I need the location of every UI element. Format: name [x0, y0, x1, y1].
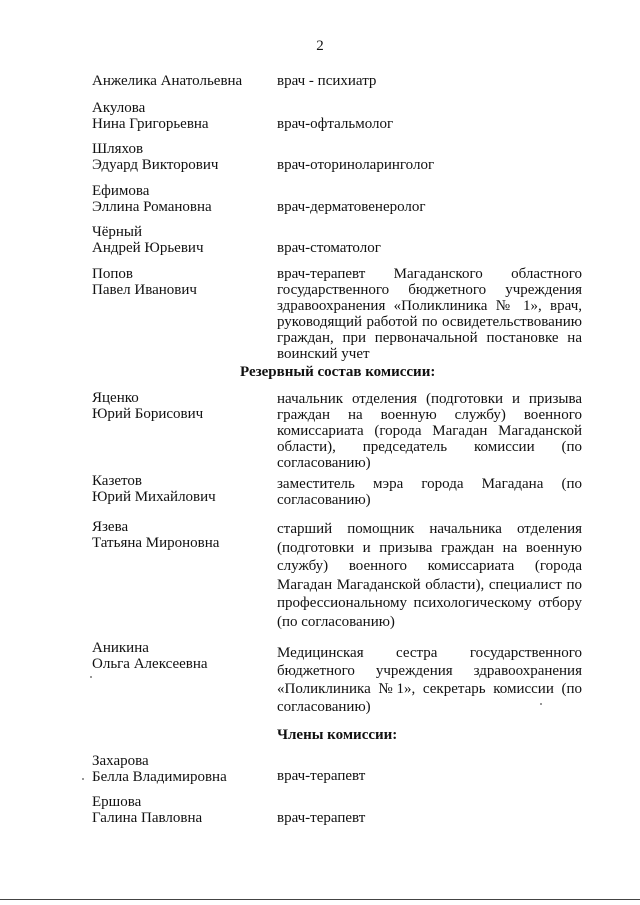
scan-speck	[82, 778, 84, 780]
given-name: Андрей Юрьевич	[92, 240, 204, 256]
given-name: Галина Павловна	[92, 810, 203, 826]
surname: Яценко	[92, 390, 139, 406]
given-name: Татьяна Мироновна	[92, 535, 220, 551]
member-role-2: врач-терапевт	[277, 810, 366, 826]
given-name: Юрий Борисович	[92, 406, 204, 422]
reserve-name-1	[92, 390, 267, 422]
reserve-name-4	[92, 640, 267, 672]
given-name: Ольга Алексеевна	[92, 656, 208, 672]
given-name: Нина Григорьевна	[92, 116, 209, 132]
member-name-1	[92, 753, 267, 785]
surname: Ершова	[92, 794, 142, 810]
entry-name-1	[92, 73, 267, 89]
entry-name-2	[92, 100, 267, 132]
surname: Казетов	[92, 473, 142, 489]
given-name: Юрий Михайлович	[92, 489, 216, 505]
entry-role-6: врач-терапевт Магаданского областного государственного бюджетного учреждения здравоохранения «Поликлиника № 1», врач, руководящий работой по освидетельствованию граждан, при первоначальной постановке на воинский учет	[277, 266, 582, 362]
member-name-2	[92, 794, 267, 826]
entry-role-1: врач - психиатр	[277, 73, 377, 89]
given-name: Белла Владимировна	[92, 769, 227, 785]
given-name: Анжелика Анатольевна	[92, 73, 243, 89]
members-heading: Члены комиссии:	[277, 727, 398, 743]
member-role-1: врач-терапевт	[277, 768, 366, 784]
surname: Шляхов	[92, 141, 144, 157]
reserve-role-1: начальник отделения (подготовки и призыва граждан на военную службу) военного комиссариата (города Магадан Магаданской области), председатель комиссии (по согласованию)	[277, 391, 582, 471]
entry-role-4: врач-дерматовенеролог	[277, 199, 426, 215]
surname: Аникина	[92, 640, 149, 656]
reserve-role-2: заместитель мэра города Магадана (по согласованию)	[277, 476, 582, 508]
reserve-role-4: Медицинская сестра государственного бюджетного учреждения здравоохранения «Поликлиника №1», секретарь комиссии (по согласованию)	[277, 645, 582, 715]
given-name: Эдуард Викторович	[92, 157, 219, 173]
reserve-heading: Резервный состав комиссии:	[240, 364, 436, 380]
entry-name-6	[92, 266, 267, 298]
surname: Ефимова	[92, 183, 150, 199]
reserve-role-3: старший помощник начальника отделения (подготовки и призыва граждан на военную службу) военного комиссариата (города Магадан Магаданской области), специалист по профессиональному психологическому отбору (по согласованию)	[277, 521, 582, 630]
surname: Попов	[92, 266, 133, 282]
given-name: Эллина Романовна	[92, 199, 212, 215]
surname: Язева	[92, 519, 129, 535]
page-number: 2	[316, 38, 324, 54]
entry-role-2: врач-офтальмолог	[277, 116, 394, 132]
entry-role-5: врач-стоматолог	[277, 240, 381, 256]
entry-name-3	[92, 141, 267, 173]
scan-speck	[540, 703, 542, 705]
entry-role-3: врач-оториноларинголог	[277, 157, 435, 173]
surname: Акулова	[92, 100, 146, 116]
surname: Чёрный	[92, 224, 143, 240]
scan-speck	[90, 676, 92, 678]
given-name: Павел Иванович	[92, 282, 197, 298]
scan-bottom-line	[0, 899, 640, 900]
reserve-name-3	[92, 519, 267, 551]
reserve-name-2	[92, 473, 267, 505]
entry-name-4	[92, 183, 267, 215]
entry-name-5	[92, 224, 267, 256]
surname: Захарова	[92, 753, 149, 769]
